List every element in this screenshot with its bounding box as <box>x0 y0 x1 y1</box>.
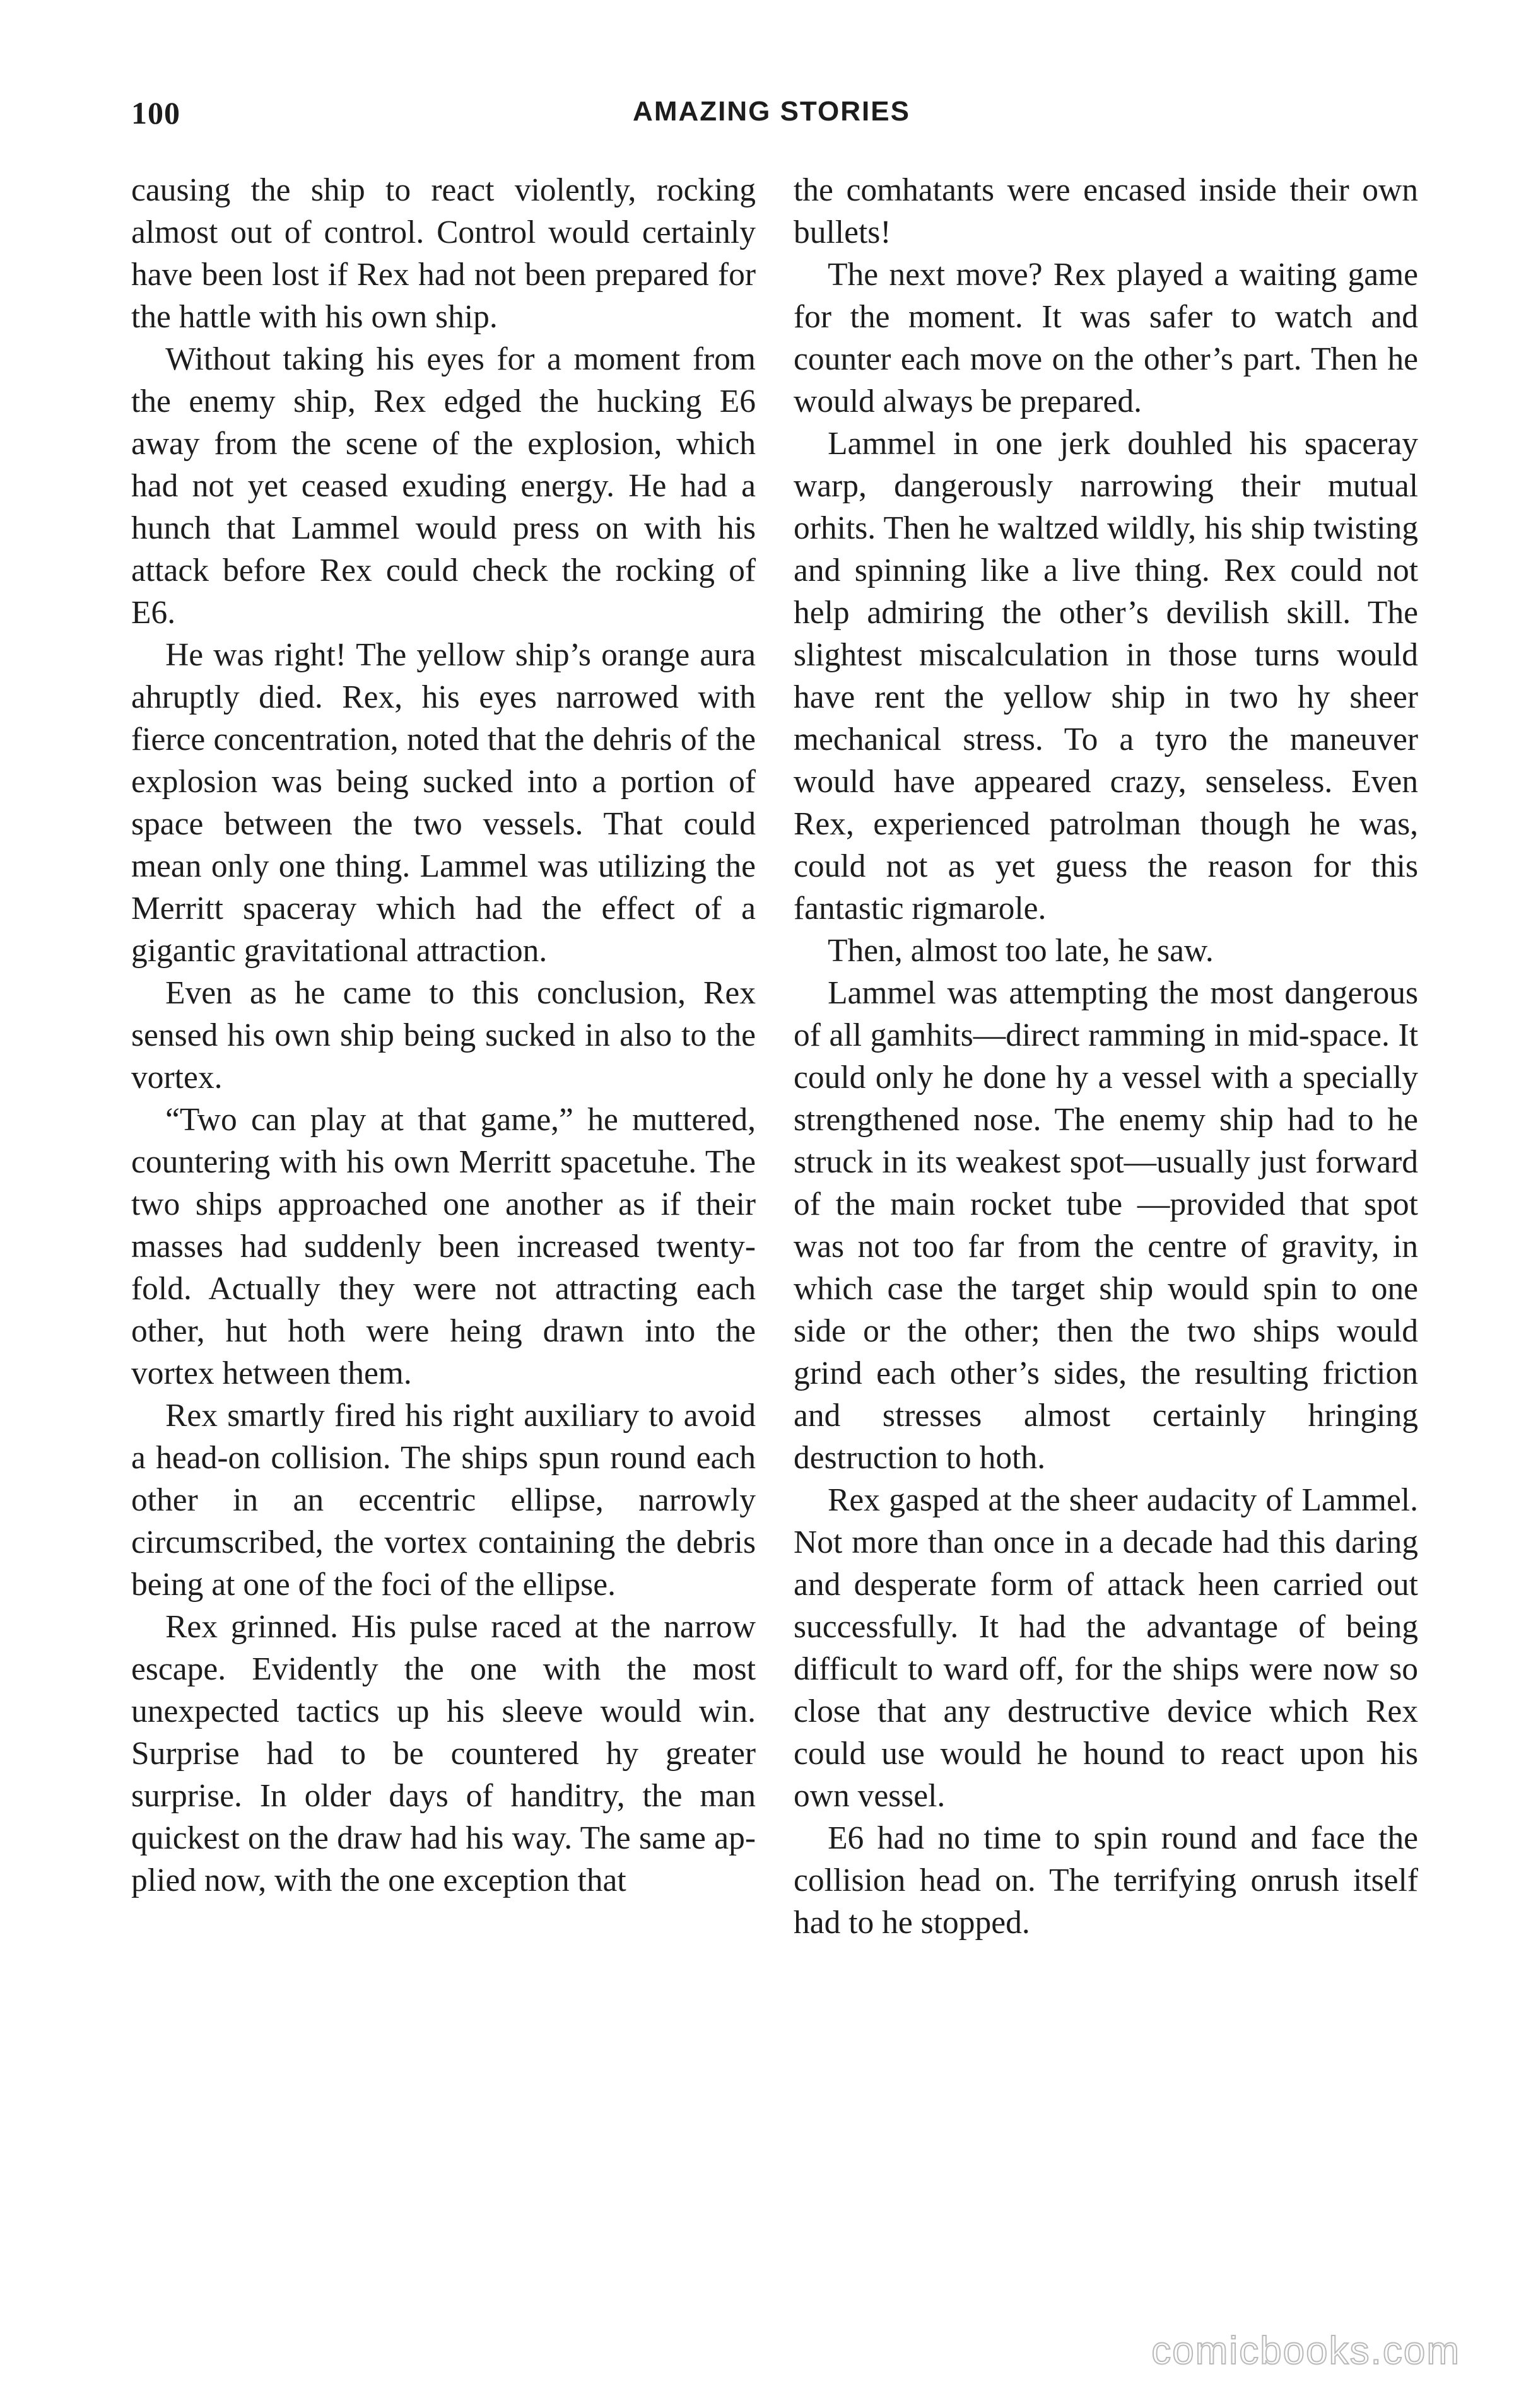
paragraph: “Two can play at that game,” he muttered, countering with his own Merritt spacetuhe. The two ships approached one another as if their masses had suddenly been increased twentyfold. Actually they were not attracting each other, hut hoth were heing drawn into the vortex hetween them. <box>131 1102 756 1391</box>
paragraph: Rex smartly fired his right auxiliary to avoid a head-on collision. The ships spun round each other in an eccentric ellipse, narrowly circumscribed, the vortex containing the debris being at one of the foci of the ellipse. <box>131 1398 756 1603</box>
paragraph: Even as he came to this conclusion, Rex sensed his own ship being sucked in also to the vortex. <box>131 975 756 1096</box>
page-number: 100 <box>131 95 180 131</box>
paragraph: Rex gasped at the sheer audacity of Lammel. Not more than once in a decade had this daring and desperate form of attack heen carried out successfully. It had the advantage of being difficult to ward off, for the ships were now so close that any destructive device which Rex could use would he hound to react upon his own vessel. <box>794 1482 1418 1814</box>
page-header <box>131 95 1412 139</box>
right-column <box>794 169 1418 1944</box>
watermark: comicbooks.com <box>1151 2329 1460 2373</box>
running-title: AMAZING STORIES <box>633 96 910 127</box>
paragraph: Lammel was attempting the most dangerous of all gamhits—direct ramming in mid-space. It could only he done hy a vessel with a specially strengthened nose. The enemy ship had to he struck in its weakest spot—usually just forward of the main rocket tube —provided that spot was not too far from the centre of gravity, in which case the target ship would spin to one side or the other; then the two ships would grind each other’s sides, the resulting friction and stresses almost certainly hringing destruction to hoth. <box>794 975 1418 1476</box>
paragraph: E6 had no time to spin round and face the collision head on. The terrifying onrush itself had to he stopped. <box>794 1820 1418 1941</box>
left-column <box>131 169 756 1902</box>
paragraph: He was right! The yellow ship’s orange aura ahruptly died. Rex, his eyes narrowed with fierce concentration, noted that the dehris of the explosion was being sucked into a portion of space between the two vessels. That could mean only one thing. Lammel was utilizing the Merritt spaceray which had the effect of a gigantic gravitational attraction. <box>131 637 756 969</box>
paragraph: causing the ship to react violently, rocking almost out of control. Control would certainly have been lost if Rex had not been prepared for the hattle with his own ship. <box>131 172 756 335</box>
paragraph: Then, almost too late, he saw. <box>828 933 1214 969</box>
paragraph: the comhatants were encased inside their own bullets! <box>794 172 1418 250</box>
paragraph: The next move? Rex played a waiting game for the moment. It was safer to watch and counter each move on the other’s part. Then he would always be prepared. <box>794 257 1418 419</box>
paragraph: Lammel in one jerk douhled his spaceray warp, dangerously narrowing their mutual orhits. Then he waltzed wildly, his ship twisting and spinning like a live thing. Rex could not help admiring the other’s devilish skill. The slightest miscalculation in those turns would have rent the yellow ship in two hy sheer mechanical stress. To a tyro the maneuver would have appeared crazy, senseless. Even Rex, experienced patrolman though he was, could not as yet guess the reason for this fantastic rigmarole. <box>794 426 1418 926</box>
paragraph: Without taking his eyes for a moment from the enemy ship, Rex edged the hucking E6 away from the scene of the explosion, which had not yet ceased exuding energy. He had a hunch that Lammel would press on with his attack before Rex could check the rocking of E6. <box>131 341 756 631</box>
paragraph: Rex grinned. His pulse raced at the narrow escape. Evidently the one with the most unexpected tactics up his sleeve would win. Surprise had to be countered hy greater surprise. In older days of handitry, the man quickest on the draw had his way. The same applied now, with the one exception that <box>131 1609 756 1898</box>
